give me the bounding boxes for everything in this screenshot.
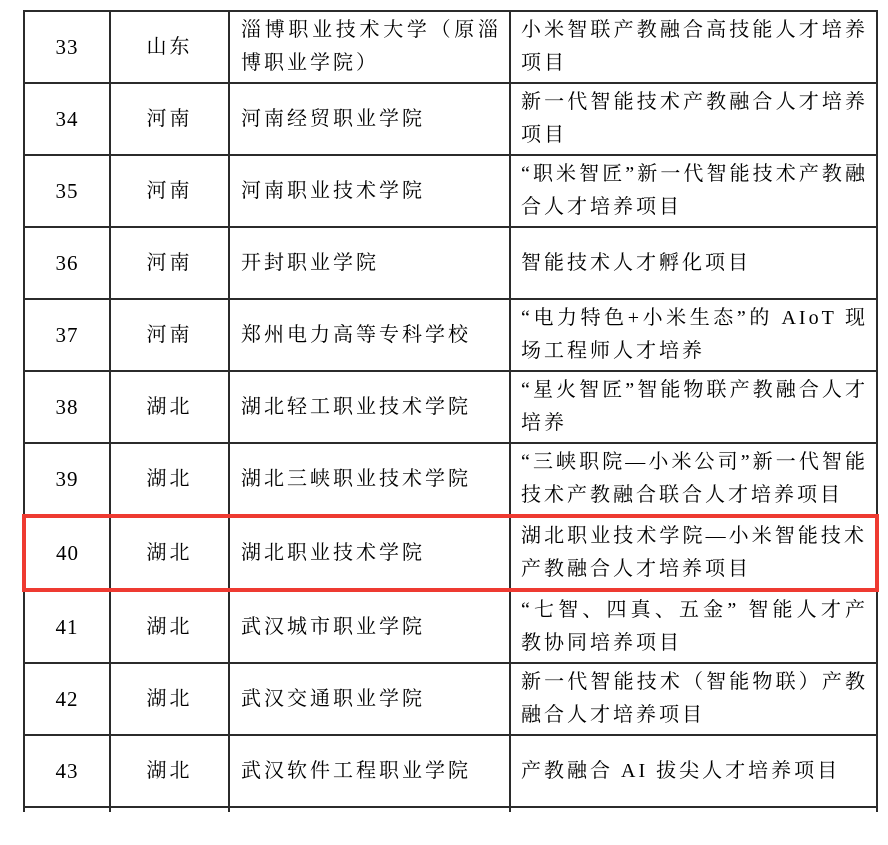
row-school-cell: 湖北轻工职业技术学院 bbox=[229, 371, 510, 443]
row-project-cell: “电力特色+小米生态”的 AIoT 现场工程师人才培养 bbox=[510, 299, 877, 371]
row-school-cell: 湖北三峡职业技术学院 bbox=[229, 443, 510, 516]
row-number-cell: 37 bbox=[24, 299, 110, 371]
row-school-cell: 湖北职业技术学院 bbox=[229, 516, 510, 590]
row-province-cell: 山东 bbox=[110, 11, 229, 83]
row-number-cell: 36 bbox=[24, 227, 110, 299]
table-row bbox=[24, 299, 877, 371]
table-row bbox=[24, 663, 877, 735]
row-school-cell: 河南职业技术学院 bbox=[229, 155, 510, 227]
row-province-cell: 湖北 bbox=[110, 371, 229, 443]
row-project-cell: 新一代智能技术产教融合人才培养项目 bbox=[510, 83, 877, 155]
row-province-cell: 湖北 bbox=[110, 663, 229, 735]
row-number-cell: 39 bbox=[24, 443, 110, 516]
row-school-cell: 武汉软件工程职业学院 bbox=[229, 735, 510, 807]
table-row-highlighted bbox=[24, 516, 877, 590]
row-school-cell: 武汉城市职业学院 bbox=[229, 590, 510, 663]
table-row bbox=[24, 227, 877, 299]
row-project-cell: “职米智匠”新一代智能技术产教融合人才培养项目 bbox=[510, 155, 877, 227]
row-number-cell: 38 bbox=[24, 371, 110, 443]
table-row bbox=[24, 735, 877, 807]
next-row-partial bbox=[24, 807, 877, 812]
table-row bbox=[24, 11, 877, 83]
table-row bbox=[24, 155, 877, 227]
row-province-cell: 河南 bbox=[110, 83, 229, 155]
row-province-cell: 河南 bbox=[110, 227, 229, 299]
partial-cell bbox=[229, 807, 510, 812]
row-school-cell: 河南经贸职业学院 bbox=[229, 83, 510, 155]
partial-cell bbox=[24, 807, 110, 812]
partial-cell bbox=[510, 807, 877, 812]
row-project-cell: 智能技术人才孵化项目 bbox=[510, 227, 877, 299]
row-school-cell: 开封职业学院 bbox=[229, 227, 510, 299]
row-number-cell: 42 bbox=[24, 663, 110, 735]
row-number-cell: 40 bbox=[24, 516, 110, 590]
row-project-cell: “三峡职院—小米公司”新一代智能技术产教融合联合人才培养项目 bbox=[510, 443, 877, 516]
row-project-cell: 小米智联产教融合高技能人才培养项目 bbox=[510, 11, 877, 83]
row-number-cell: 33 bbox=[24, 11, 110, 83]
row-province-cell: 河南 bbox=[110, 155, 229, 227]
row-project-cell: “七智、四真、五金” 智能人才产教协同培养项目 bbox=[510, 590, 877, 663]
row-number-cell: 43 bbox=[24, 735, 110, 807]
row-project-cell: 湖北职业技术学院—小米智能技术产教融合人才培养项目 bbox=[510, 516, 877, 590]
row-province-cell: 湖北 bbox=[110, 735, 229, 807]
table-body bbox=[24, 11, 877, 807]
row-number-cell: 35 bbox=[24, 155, 110, 227]
row-school-cell: 武汉交通职业学院 bbox=[229, 663, 510, 735]
row-province-cell: 湖北 bbox=[110, 516, 229, 590]
row-number-cell: 34 bbox=[24, 83, 110, 155]
row-school-cell: 淄博职业技术大学（原淄博职业学院） bbox=[229, 11, 510, 83]
row-number-cell: 41 bbox=[24, 590, 110, 663]
row-province-cell: 湖北 bbox=[110, 443, 229, 516]
row-project-cell: 新一代智能技术（智能物联）产教融合人才培养项目 bbox=[510, 663, 877, 735]
table-row bbox=[24, 590, 877, 663]
row-school-cell: 郑州电力高等专科学校 bbox=[229, 299, 510, 371]
table-row bbox=[24, 443, 877, 516]
row-province-cell: 河南 bbox=[110, 299, 229, 371]
row-project-cell: 产教融合 AI 拔尖人才培养项目 bbox=[510, 735, 877, 807]
row-province-cell: 湖北 bbox=[110, 590, 229, 663]
table-row bbox=[24, 83, 877, 155]
row-project-cell: “星火智匠”智能物联产教融合人才培养 bbox=[510, 371, 877, 443]
table-row bbox=[24, 371, 877, 443]
project-approval-table bbox=[22, 10, 879, 812]
partial-cell bbox=[110, 807, 229, 812]
